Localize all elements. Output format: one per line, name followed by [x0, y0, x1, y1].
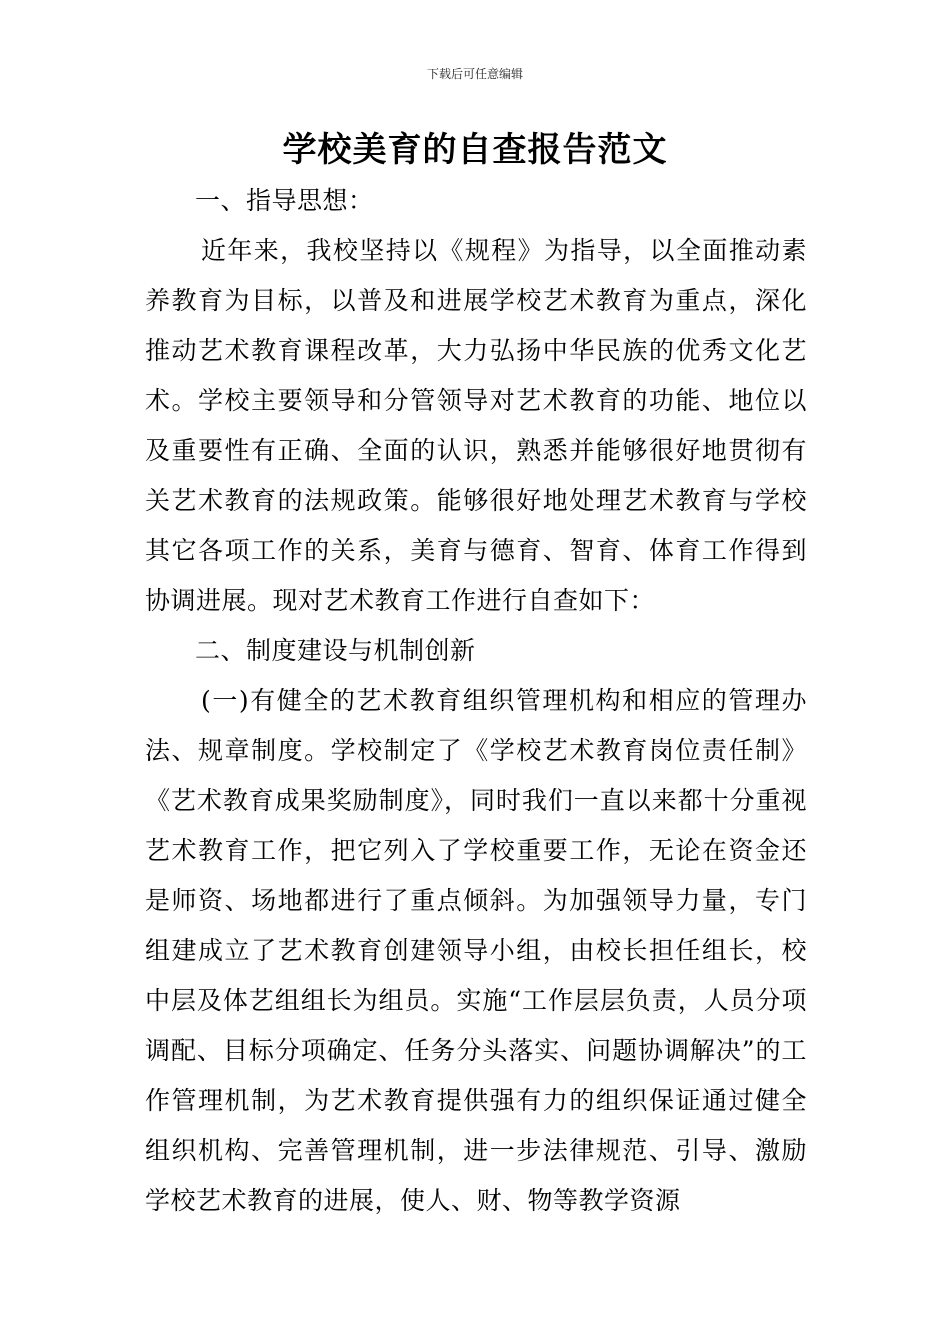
paragraph-system-building: (一)有健全的艺术教育组织管理机构和相应的管理办法、规章制度。学校制定了《学校艺术教育岗位责任制》《艺术教育成果奖励制度》，同时我们一直以来都十分重视艺术教育工作，把它列入了学校重要工作，无论在资金还是师资、场地都进行了重点倾斜。为加强领导力量，专门组建成立了艺术教育创建领导小组，由校长担任组长，校中层及体艺组组长为组员。实施“工作层层负责，人员分项调配、目标分项确定、任务分头落实、问题协调解决”的工作管理机制，为艺术教育提供强有力的组织保证通过健全组织机构、完善管理机制，进一步法律规范、引导、激励学校艺术教育的进展，使人、财、物等教学资源: [145, 686, 807, 1215]
page-header-note: 下载后可任意编辑: [426, 67, 523, 81]
document-title: 学校美育的自查报告范文: [282, 130, 668, 170]
section-heading-system-building: 二、制度建设与机制创新: [195, 636, 476, 665]
section-heading-guiding-ideology: 一、指导思想：: [195, 186, 374, 215]
paragraph-guiding-ideology: 近年来，我校坚持以《规程》为指导，以全面推动素养教育为目标，以普及和进展学校艺术教育为重点，深化推动艺术教育课程改革，大力弘扬中华民族的优秀文化艺术。学校主要领导和分管领导对艺术教育的功能、地位以及重要性有正确、全面的认识，熟悉并能够很好地贯彻有关艺术教育的法规政策。能够很好地处理艺术教育与学校其它各项工作的关系，美育与德育、智育、体育工作得到协调进展。现对艺术教育工作进行自查如下：: [145, 236, 807, 615]
document-body: [145, 176, 807, 1226]
